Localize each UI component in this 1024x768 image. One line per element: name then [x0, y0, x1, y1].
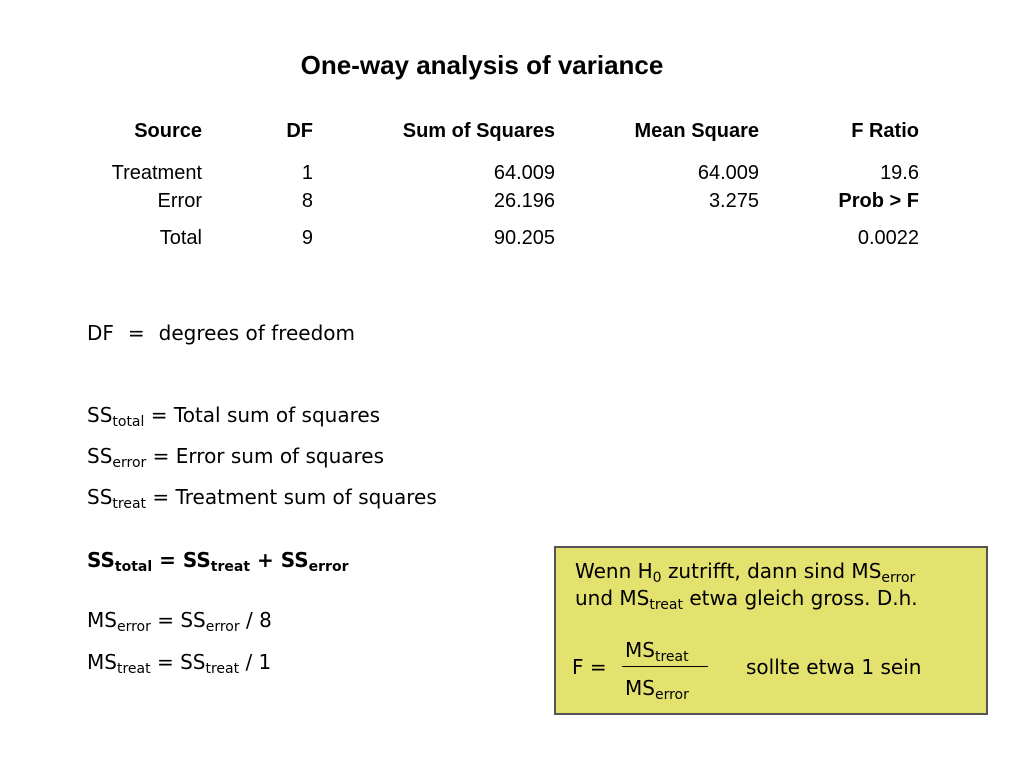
ms-abbr: MS — [625, 638, 655, 662]
cell-source: Treatment — [111, 161, 202, 184]
ss-equals: = — [152, 444, 170, 468]
ms-error-sub: error — [654, 687, 689, 703]
ms-treat-sub: treat — [649, 597, 683, 613]
cell-f-ratio: 19.6 — [880, 161, 919, 184]
ms-error-divisor: 8 — [259, 608, 272, 632]
plus-sign: + — [257, 548, 274, 572]
h0-sub: 0 — [652, 570, 662, 586]
header-sum-of-squares: Sum of Squares — [402, 119, 555, 142]
ms-abbr: MS — [625, 676, 655, 700]
ms-error-definition — [87, 608, 272, 635]
table-row — [80, 187, 919, 224]
header-source: Source — [134, 119, 202, 142]
table-row — [80, 159, 919, 187]
note-line-1 — [575, 559, 916, 586]
ss-abbr: SS — [180, 608, 206, 632]
ss-equals: = — [159, 548, 176, 572]
cell-source: Error — [157, 189, 202, 212]
cell-ss: 90.205 — [493, 226, 555, 249]
ss-equals: = — [150, 403, 168, 427]
ss-abbr: SS — [180, 650, 206, 674]
cell-ss: 26.196 — [493, 189, 555, 212]
cell-df: 8 — [301, 189, 313, 212]
cell-df: 9 — [301, 226, 313, 249]
cell-ms: 3.275 — [708, 189, 759, 212]
ss-total-sub: total — [114, 559, 153, 575]
cell-prob-label: Prob > F — [838, 189, 919, 212]
ss-total-text: Total sum of squares — [173, 403, 381, 427]
df-abbr: DF — [87, 321, 114, 345]
ss-treat-sub: treat — [210, 559, 251, 575]
ms-abbr: MS — [87, 608, 117, 632]
ss-error-sub: error — [205, 619, 240, 635]
ss-abbr: SS — [87, 548, 115, 572]
table-row — [80, 224, 919, 252]
df-equals: = — [127, 321, 145, 345]
ss-abbr: SS — [87, 403, 113, 427]
note-text: und MS — [575, 586, 650, 610]
anova-table — [80, 117, 919, 252]
fraction-denominator — [625, 676, 689, 703]
ms-error-sub: error — [881, 570, 916, 586]
ms-equals: = — [156, 650, 174, 674]
ss-decomposition-formula — [87, 548, 349, 575]
ss-total-definition — [87, 403, 381, 430]
note-text: Wenn H — [575, 559, 653, 583]
ss-error-sub: error — [308, 559, 349, 575]
ss-abbr: SS — [87, 485, 113, 509]
ms-equals: = — [157, 608, 174, 632]
ss-treat-text: Treatment sum of squares — [175, 485, 437, 509]
ss-treat-sub: treat — [112, 496, 147, 512]
ss-error-definition — [87, 444, 385, 471]
df-text: degrees of freedom — [158, 321, 356, 345]
ss-error-text: Error sum of squares — [175, 444, 385, 468]
header-mean-square: Mean Square — [634, 119, 759, 142]
division-slash: / — [245, 650, 253, 674]
cell-ss: 64.009 — [493, 161, 555, 184]
note-text: zutrifft, dann sind MS — [667, 559, 882, 583]
ss-abbr: SS — [182, 548, 211, 572]
ss-total-sub: total — [112, 414, 145, 430]
cell-df: 1 — [301, 161, 313, 184]
fraction-numerator — [625, 638, 689, 665]
fraction-bar — [622, 666, 708, 667]
ms-treat-sub: treat — [116, 661, 151, 677]
ss-treat-sub: treat — [205, 661, 240, 677]
ms-treat-sub: treat — [654, 649, 689, 665]
table-header-row — [80, 117, 919, 159]
cell-ms — [555, 224, 759, 252]
ms-treat-divisor: 1 — [258, 650, 272, 674]
cell-prob-value: 0.0022 — [857, 226, 919, 249]
header-df: DF — [286, 119, 313, 142]
cell-ms: 64.009 — [697, 161, 759, 184]
division-slash: / — [246, 608, 253, 632]
header-f-ratio: F Ratio — [851, 119, 919, 142]
ss-abbr: SS — [87, 444, 113, 468]
conclusion-text: sollte etwa 1 sein — [746, 655, 922, 679]
note-line-2 — [575, 586, 918, 613]
ms-abbr: MS — [87, 650, 117, 674]
ss-abbr: SS — [280, 548, 309, 572]
ss-equals: = — [152, 485, 170, 509]
ms-treat-definition — [87, 650, 272, 677]
note-text: etwa gleich gross. D.h. — [689, 586, 918, 610]
cell-source: Total — [159, 226, 202, 249]
ss-error-sub: error — [112, 455, 147, 471]
ss-treat-definition — [87, 485, 437, 512]
f-label: F = — [572, 655, 607, 679]
df-definition — [87, 321, 355, 345]
ms-error-sub: error — [116, 619, 151, 635]
hypothesis-note-box — [554, 546, 988, 715]
page-title: One-way analysis of variance — [300, 50, 664, 80]
